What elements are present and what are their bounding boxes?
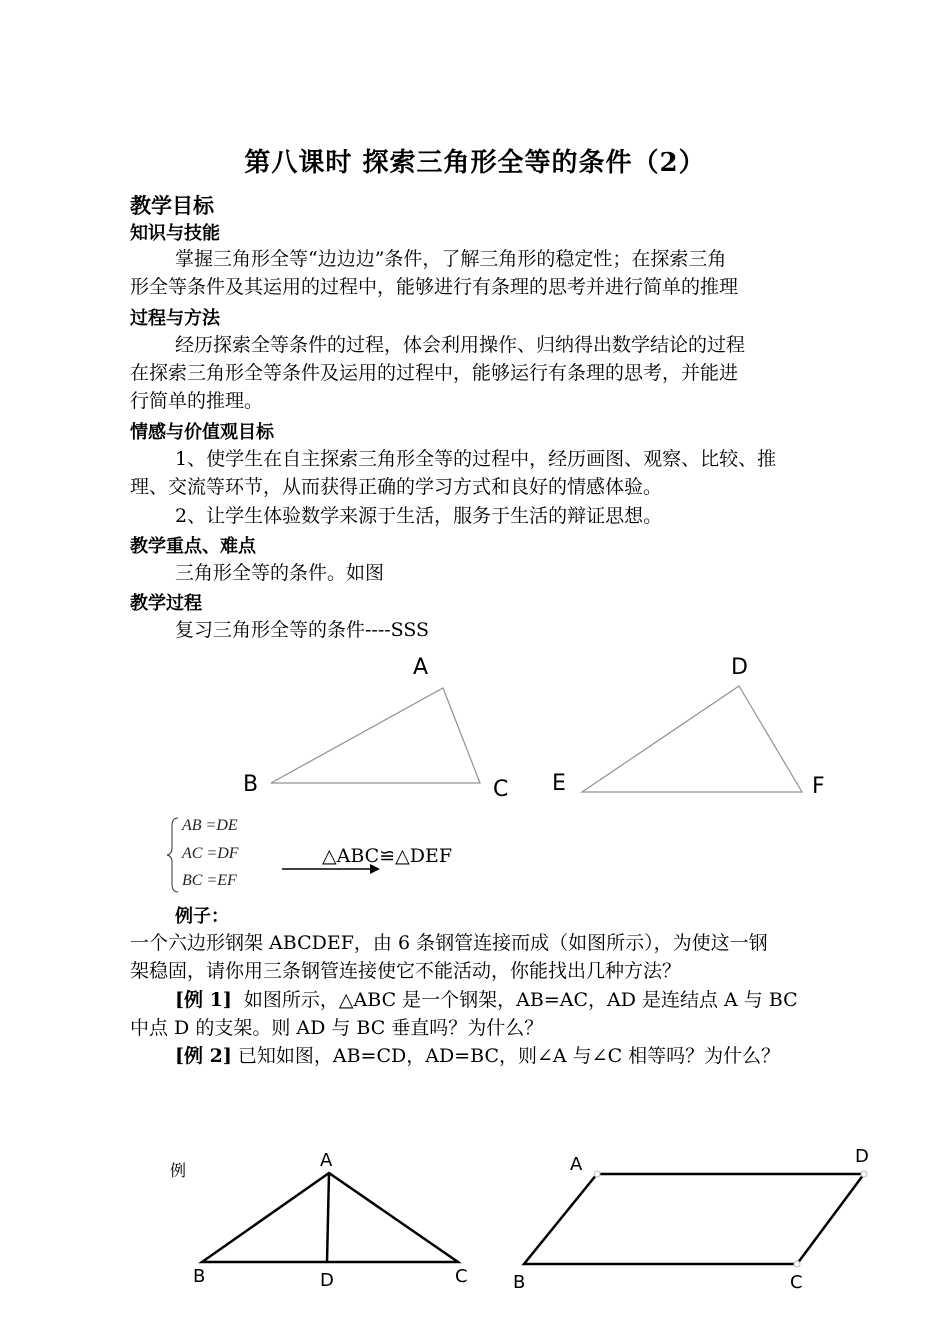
emotion-line-2: 理、交流等环节，从而获得正确的学习方式和良好的情感体验。 (130, 476, 663, 498)
example-1-tag: [例 1] (175, 989, 232, 1011)
review-text: 复习三角形全等的条件----SSS (175, 619, 430, 641)
vertex-c-dot (794, 1261, 800, 1267)
example-2-text: 已知如图，AB=CD，AD=BC，则∠A 与∠C 相等吗？为什么？ (237, 1045, 781, 1067)
example-1-line-1: 如图所示，△ABC 是一个钢架，AB=AC，AD 是连结点 A 与 BC (243, 989, 798, 1011)
fig2-label-d: D (320, 1270, 334, 1291)
objectives-heading: 教学目标 (130, 193, 214, 218)
label-d: D (731, 655, 748, 680)
process-line-2: 在探索三角形全等条件及运用的过程中，能够运行有条理的思考，并能进 (130, 362, 739, 384)
label-e: E (552, 771, 566, 796)
fig2-label-b: B (193, 1266, 206, 1287)
example2-parallelogram (524, 1174, 864, 1264)
fig3-label-d: D (855, 1146, 869, 1167)
fig3-label-c: C (790, 1272, 803, 1293)
congruence-conclusion: △ABC≌△DEF (322, 845, 453, 867)
key-points-heading: 教学重点、难点 (130, 536, 256, 557)
label-a: A (413, 655, 429, 680)
figure2-caption: 例 (170, 1161, 187, 1180)
knowledge-heading: 知识与技能 (130, 223, 220, 244)
fig3-label-b: B (513, 1272, 526, 1293)
process-heading: 过程与方法 (130, 308, 220, 329)
knowledge-line-1: 掌握三角形全等“边边边”条件，了解三角形的稳定性；在探索三角 (175, 248, 727, 270)
process-line-1: 经历探索全等条件的过程，体会利用操作、归纳得出数学结论的过程 (175, 334, 746, 356)
example-line-1: 一个六边形钢架 ABCDEF，由 6 条钢管连接而成（如图所示），为使这一钢 (130, 932, 768, 954)
fig2-label-c: C (455, 1266, 468, 1287)
condition-ab-de: AB =DE (182, 817, 238, 834)
example-1-line-2: 中点 D 的支架。则 AD 与 BC 垂直吗？为什么？ (130, 1017, 544, 1039)
emotion-line-1: 1、使学生在自主探索三角形全等的过程中，经历画图、观察、比较、推 (175, 448, 777, 470)
teaching-process-heading: 教学过程 (130, 593, 202, 614)
label-c: C (493, 777, 509, 802)
example1-median-ad (327, 1173, 329, 1262)
label-f: F (812, 774, 825, 799)
page-title: 第八课时 探索三角形全等的条件（2） (244, 148, 706, 178)
condition-bc-ef: BC =EF (182, 872, 237, 889)
example-line-2: 架稳固，请你用三条钢管连接使它不能活动，你能找出几种方法？ (130, 960, 682, 982)
vertex-d-dot (861, 1171, 867, 1177)
fig2-label-a: A (320, 1150, 333, 1171)
emotion-line-3: 2、让学生体验数学来源于生活，服务于生活的辩证思想。 (175, 505, 663, 527)
example-2-tag: [例 2] (175, 1045, 232, 1067)
knowledge-line-2: 形全等条件及其运用的过程中，能够进行有条理的思考并进行简单的推理 (130, 276, 739, 298)
vertex-a-dot (594, 1171, 600, 1177)
key-points-text: 三角形全等的条件。如图 (175, 562, 385, 584)
example-heading: 例子： (175, 906, 229, 927)
label-b: B (243, 772, 259, 797)
process-line-3: 行简单的推理。 (130, 390, 264, 412)
fig3-label-a: A (570, 1154, 583, 1175)
example1-triangle (202, 1173, 458, 1262)
emotion-heading: 情感与价值观目标 (130, 422, 274, 443)
condition-ac-df: AC =DF (182, 845, 239, 862)
